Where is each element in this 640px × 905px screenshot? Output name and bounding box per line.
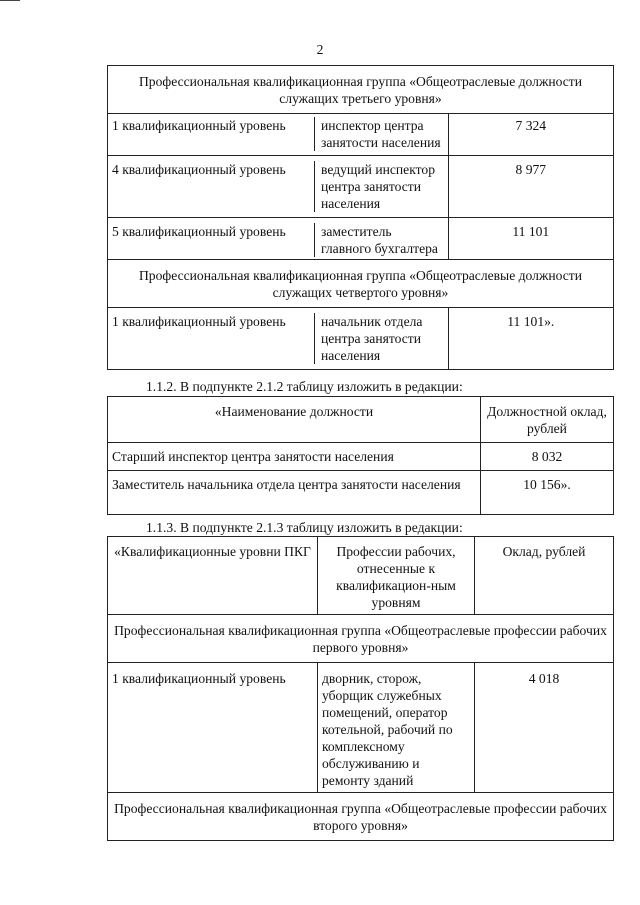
table-row [108,663,614,793]
group-row [108,615,614,663]
header-worker-professions: Профессии рабочих, отнесенные к квалификацион-ным уровням [318,537,475,615]
salary-cell: 11 101 [448,218,613,260]
header-position-name: «Наименование должности [108,397,481,443]
group-title-fourth-level: Профессиональная квалификационная группа «Общеотраслевые должности служащих четвертого уровня» [108,260,614,308]
position-cell: ведущий инспектор центра занятости населения [321,162,435,211]
group-row [108,260,614,308]
position-cell: инспектор центра занятости населения [321,118,441,150]
header-qualification-levels: «Квалификационные уровни ПКГ [108,537,318,615]
profession-cell: дворник, сторож, уборщик служебных помещений, оператор котельной, рабочий по комплексному обслуживанию и ремонту зданий [318,663,475,793]
position-name-cell: Старший инспектор центра занятости населения [108,443,481,471]
salary-cell: 7 324 [448,114,613,156]
table-positions-3-4 [107,65,614,370]
table-row [108,471,614,515]
level-cell: 1 квалификационный уровень [108,663,318,793]
table-worker-professions [107,536,614,841]
salary-cell: 4 018 [475,663,614,793]
table-position-salaries [107,396,614,515]
header-row [108,397,614,443]
paragraph-1-1-3: 1.1.3. В подпункте 2.1.3 таблицу изложить в редакции: [146,520,463,535]
group-title-workers-first-level: Профессиональная квалификационная группа «Общеотраслевые профессии рабочих первого уровня» [108,615,614,663]
group-row [108,793,614,841]
position-cell: начальник отдела центра занятости населения [321,314,423,363]
page-number: 2 [316,42,324,57]
level-cell: 1 квалификационный уровень [112,313,315,364]
salary-cell: 8 032 [481,443,614,471]
table-row [108,114,614,156]
salary-cell: 11 101». [448,308,613,370]
table-row [108,218,614,260]
salary-cell: 8 977 [448,156,613,218]
top-left-mark [0,0,20,1]
level-cell: 5 квалификационный уровень [112,223,315,257]
level-cell: 1 квалификационный уровень [112,117,315,151]
header-row [108,537,614,615]
table-row [108,156,614,218]
position-name-cell: Заместитель начальника отдела центра занятости населения [108,471,481,515]
table-row [108,308,614,370]
salary-cell: 10 156». [481,471,614,515]
group-row [108,66,614,114]
group-title-third-level: Профессиональная квалификационная группа «Общеотраслевые должности служащих третьего уровня» [108,66,614,114]
table-row [108,443,614,471]
paragraph-1-1-2: 1.1.2. В подпункте 2.1.2 таблицу изложить в редакции: [146,379,463,394]
level-cell: 4 квалификационный уровень [112,161,315,212]
position-cell: заместитель главного бухгалтера [321,224,438,256]
header-salary: Должностной оклад, рублей [481,397,614,443]
header-salary: Оклад, рублей [475,537,614,615]
group-title-workers-second-level: Профессиональная квалификационная группа «Общеотраслевые профессии рабочих второго уровня» [108,793,614,841]
